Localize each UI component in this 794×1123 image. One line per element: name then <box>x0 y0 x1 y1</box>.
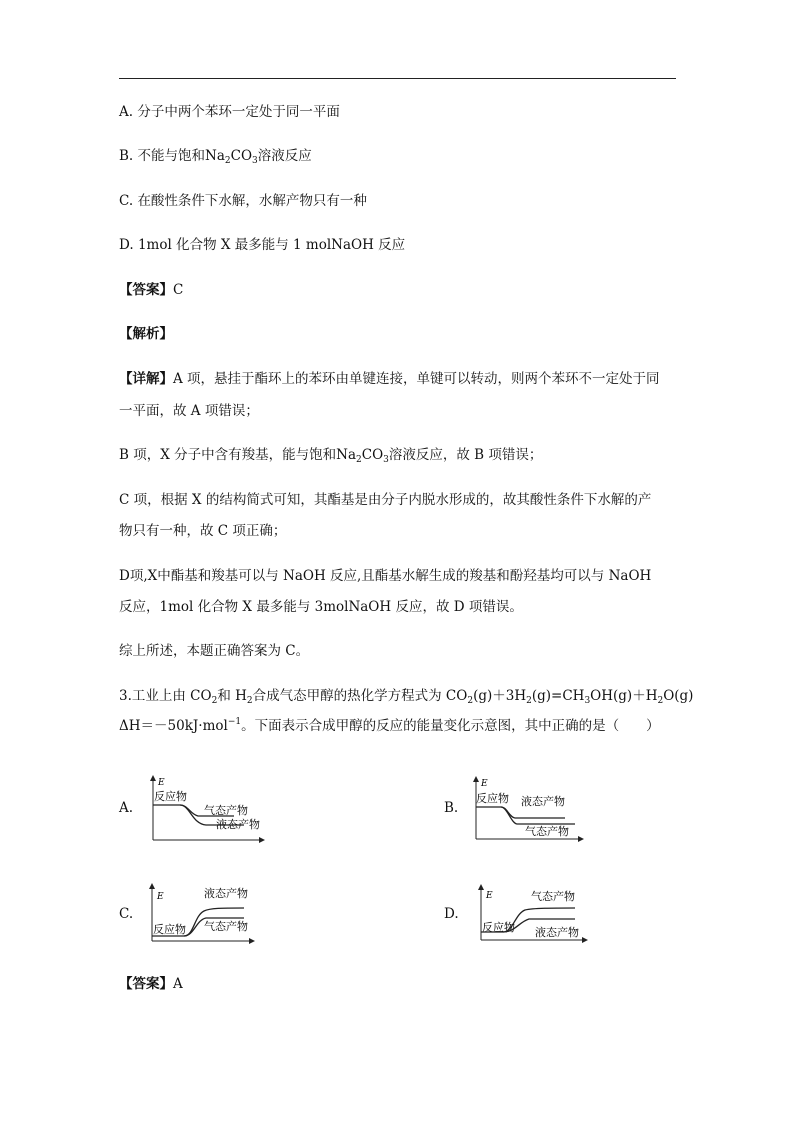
detail-d-line2: 反应，1mol 化合物 X 最多能与 3molNaOH 反应，故 D 项错误。 <box>119 599 523 615</box>
detail-a-line1: 【详解】A 项，悬挂于酯环上的苯环由单键连接，单键可以转动，则两个苯环不一定处于同 <box>119 371 660 387</box>
reactant-label: 反应物 <box>154 790 187 803</box>
energy-diagram-b <box>467 775 597 847</box>
axis-label: E <box>158 778 165 788</box>
energy-curve-liquid <box>476 807 565 818</box>
diagram-label-b: B. <box>444 800 459 816</box>
energy-diagram-c <box>144 882 274 948</box>
reactant-label: 反应物 <box>482 921 515 934</box>
bottom-product-label: 液态产物 <box>535 926 579 939</box>
answer-3: 【答案】A <box>119 976 183 992</box>
axis-label: E <box>481 779 488 789</box>
header-rule <box>119 78 676 79</box>
detail-d-line1: D项,X中酯基和羧基可以与 NaOH 反应,且酯基水解生成的羧基和酚羟基均可以与 NaOH <box>119 568 652 584</box>
energy-diagram-a <box>144 772 274 850</box>
question-3-line1: 3.工业上由 $CO_2$和 $H_2$合成气态甲醇的热化学方程式为 $CO_2(g)+3H_2(g)=CH_3OH(g)+H_2O(g)$ <box>119 688 694 706</box>
energy-curve-gas <box>501 807 575 824</box>
detail-summary: 综上所述，本题正确答案为 C。 <box>119 643 310 659</box>
axis-label: E <box>486 891 493 901</box>
option-c: C. 在酸性条件下水解，水解产物只有一种 <box>119 193 367 209</box>
option-d: D. 1mol 化合物 X 最多能与 1 molNaOH 反应 <box>119 237 406 253</box>
top-product-label: 液态产物 <box>521 795 565 808</box>
bottom-product-label: 气态产物 <box>204 920 248 933</box>
diagram-label-c: C. <box>119 906 134 922</box>
reactant-label: 反应物 <box>153 923 186 936</box>
bottom-product-label: 气态产物 <box>525 825 569 838</box>
top-product-label: 液态产物 <box>204 887 248 900</box>
diagram-label-a: A. <box>119 800 134 816</box>
energy-diagram-d <box>473 884 593 948</box>
reactant-label: 反应物 <box>476 792 509 805</box>
bottom-product-label: 液态产物 <box>216 818 260 831</box>
detail-c-line2: 物只有一种，故 C 项正确； <box>119 523 287 539</box>
detail-a-line2: 一平面，故 A 项错误； <box>119 403 259 419</box>
detail-c-line1: C 项，根据 X 的结构简式可知，其酯基是由分子内脱水形成的，故其酸性条件下水解的产 <box>119 492 652 508</box>
answer-1: 【答案】C <box>119 282 184 298</box>
top-product-label: 气态产物 <box>531 890 575 903</box>
axis-label: E <box>157 892 164 902</box>
option-b: B. 不能与饱和$Na_2CO_3$溶液反应 <box>119 148 312 166</box>
detail-b: B 项，X 分子中含有羧基，能与饱和$Na_2CO_3$溶液反应，故 B 项错误； <box>119 447 543 465</box>
option-a: A. 分子中两个苯环一定处于同一平面 <box>119 104 340 120</box>
analysis-heading: 【解析】 <box>119 326 173 342</box>
top-product-label: 气态产物 <box>204 804 248 817</box>
question-3-line2: ΔH＝－50kJ·mol$^{-1}$。下面表示合成甲醇的反应的能量变化示意图，其中正确的是（ ） <box>119 717 660 734</box>
diagram-label-d: D. <box>444 906 459 922</box>
